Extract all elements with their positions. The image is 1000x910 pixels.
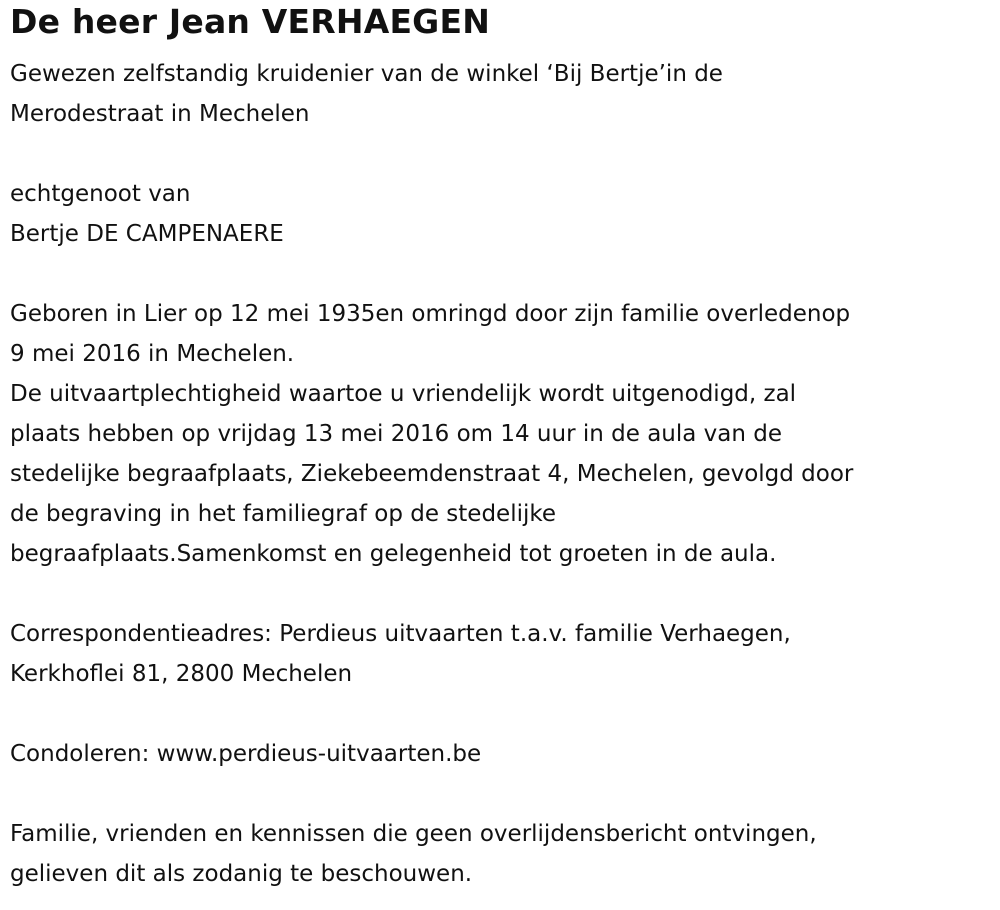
closing-line: Familie, vrienden en kennissen die geen overlijdensbericht ontvingen, bbox=[10, 821, 817, 847]
spouse-label: echtgenoot van bbox=[10, 181, 191, 207]
closing-line: gelieven dit als zodanig te beschouwen. bbox=[10, 861, 473, 887]
announcement-line: 9 mei 2016 in Mechelen. bbox=[10, 341, 295, 367]
obituary-document bbox=[10, 0, 995, 894]
spouse-name: Bertje DE CAMPENAERE bbox=[10, 221, 284, 247]
spouse-paragraph bbox=[10, 174, 995, 254]
announcement-line: Geboren in Lier op 12 mei 1935en omringd door zijn familie overledenop bbox=[10, 301, 851, 327]
paragraph-spacer bbox=[10, 134, 995, 174]
subtitle-paragraph bbox=[10, 54, 995, 134]
announcement-line: begraafplaats.Samenkomst en gelegenheid tot groeten in de aula. bbox=[10, 541, 777, 567]
closing-paragraph bbox=[10, 814, 995, 894]
announcement-line: stedelijke begraafplaats, Ziekebeemdenstraat 4, Mechelen, gevolgd door bbox=[10, 461, 854, 487]
paragraph-spacer bbox=[10, 774, 995, 814]
correspondence-address: Kerkhoflei 81, 2800 Mechelen bbox=[10, 661, 353, 687]
paragraph-spacer bbox=[10, 254, 995, 294]
announcement-line: de begraving in het familiegraf op de stedelijke bbox=[10, 501, 557, 527]
correspondence-paragraph bbox=[10, 614, 995, 694]
paragraph-spacer bbox=[10, 574, 995, 614]
announcement-line: plaats hebben op vrijdag 13 mei 2016 om 14 uur in de aula van de bbox=[10, 421, 783, 447]
announcement-paragraph bbox=[10, 294, 995, 574]
page-title: De heer Jean VERHAEGEN bbox=[10, 2, 491, 41]
condolences-paragraph bbox=[10, 734, 995, 774]
subtitle-line: Merodestraat in Mechelen bbox=[10, 101, 310, 127]
condolences-line: Condoleren: www.perdieus-uitvaarten.be bbox=[10, 741, 482, 767]
announcement-line: De uitvaartplechtigheid waartoe u vriendelijk wordt uitgenodigd, zal bbox=[10, 381, 797, 407]
paragraph-spacer bbox=[10, 694, 995, 734]
subtitle-line: Gewezen zelfstandig kruidenier van de winkel ‘Bij Bertje’in de bbox=[10, 61, 723, 87]
correspondence-line: Correspondentieadres: Perdieus uitvaarten t.a.v. familie Verhaegen, bbox=[10, 621, 791, 647]
